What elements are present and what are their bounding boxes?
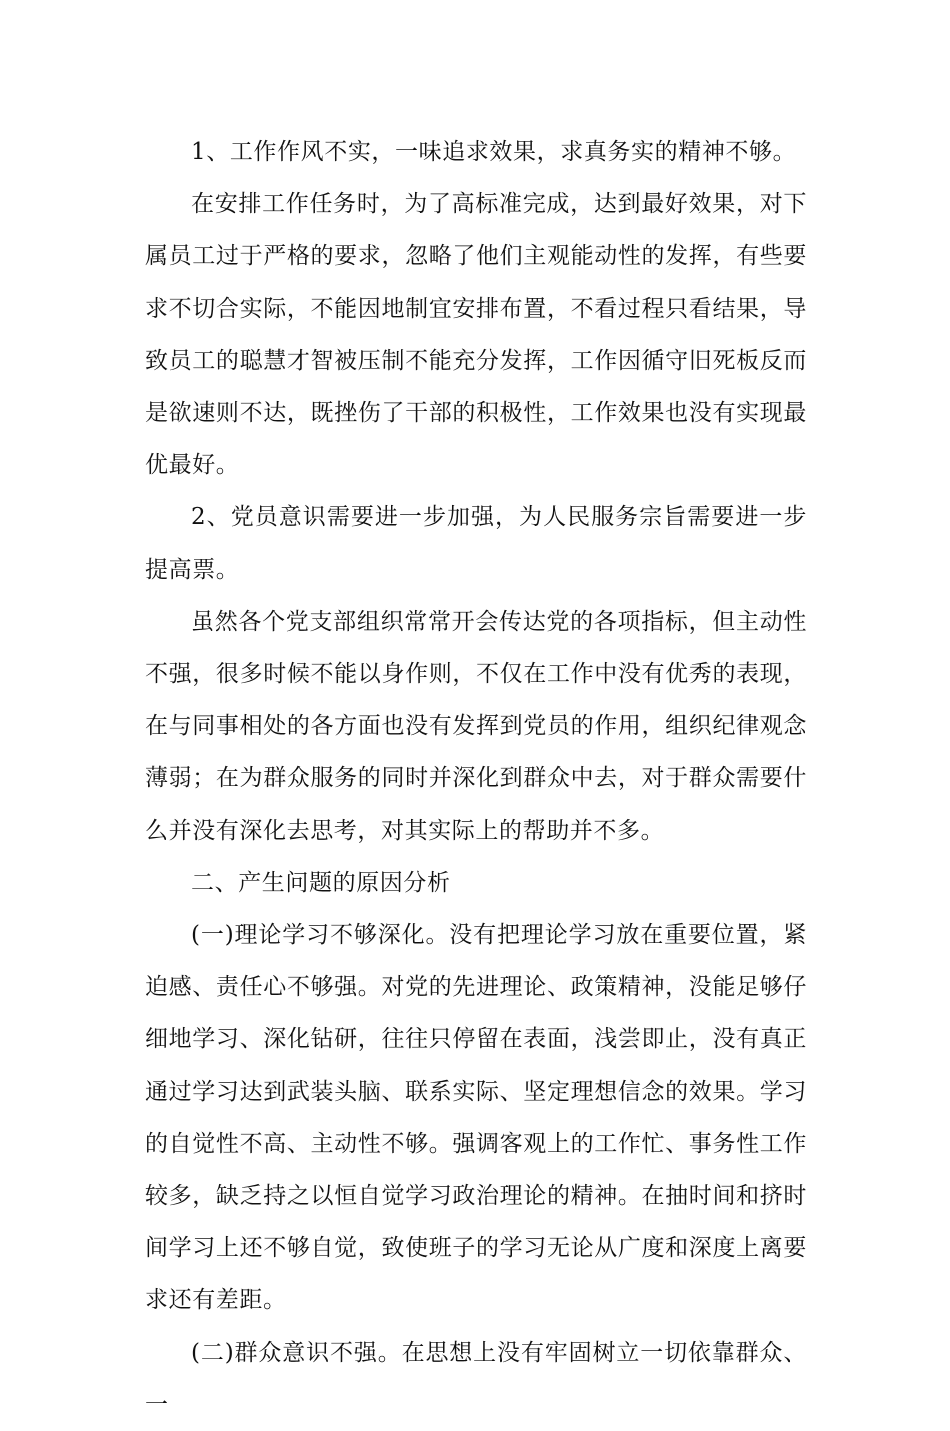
document-body [145,126,807,1431]
paragraph-mass-awareness: (二)群众意识不强。在思想上没有牢固树立一切依靠群众、一 [145,1339,807,1418]
paragraph-party-awareness-detail: 虽然各个党支部组织常常开会传达党的各项指标，但主动性不强，很多时候不能以身作则，不仅在工作中没有优秀的表现，在与同事相处的各方面也没有发挥到党员的作用，组织纪律观念薄弱；在为群众服务的同时并深化到群众中去，对于群众需要什么并没有深化去思考，对其实际上的帮助并不多。 [145,608,807,844]
paragraph-party-awareness-heading: 2、党员意识需要进一步加强，为人民服务宗旨需要进一步提高票。 [145,504,807,583]
paragraph-theory-study: (一)理论学习不够深化。没有把理论学习放在重要位置，紧迫感、责任心不够强。对党的先进理论、政策精神，没能足够仔细地学习、深化钻研，往往只停留在表面，浅尝即止，没有真正通过学习达到武装头脑、联系实际、坚定理想信念的效果。学习的自觉性不高、主动性不够。强调客观上的工作忙、事务性工作较多，缺乏持之以恒自觉学习政治理论的精神。在抽时间和挤时间学习上还不够自觉，致使班子的学习无论从广度和深度上离要求还有差距。 [145,922,807,1314]
paragraph-work-style-detail: 在安排工作任务时，为了高标准完成，达到最好效果，对下属员工过于严格的要求，忽略了他们主观能动性的发挥，有些要求不切合实际，不能因地制宜安排布置，不看过程只看结果，导致员工的聪慧才智被压制不能充分发挥，工作因循守旧死板反而是欲速则不达，既挫伤了干部的积极性，工作效果也没有实现最优最好。 [145,191,807,479]
section-heading-cause-analysis: 二、产生问题的原因分析 [191,869,451,896]
paragraph-work-style-heading: 1、工作作风不实，一味追求效果，求真务实的精神不够。 [191,139,797,165]
